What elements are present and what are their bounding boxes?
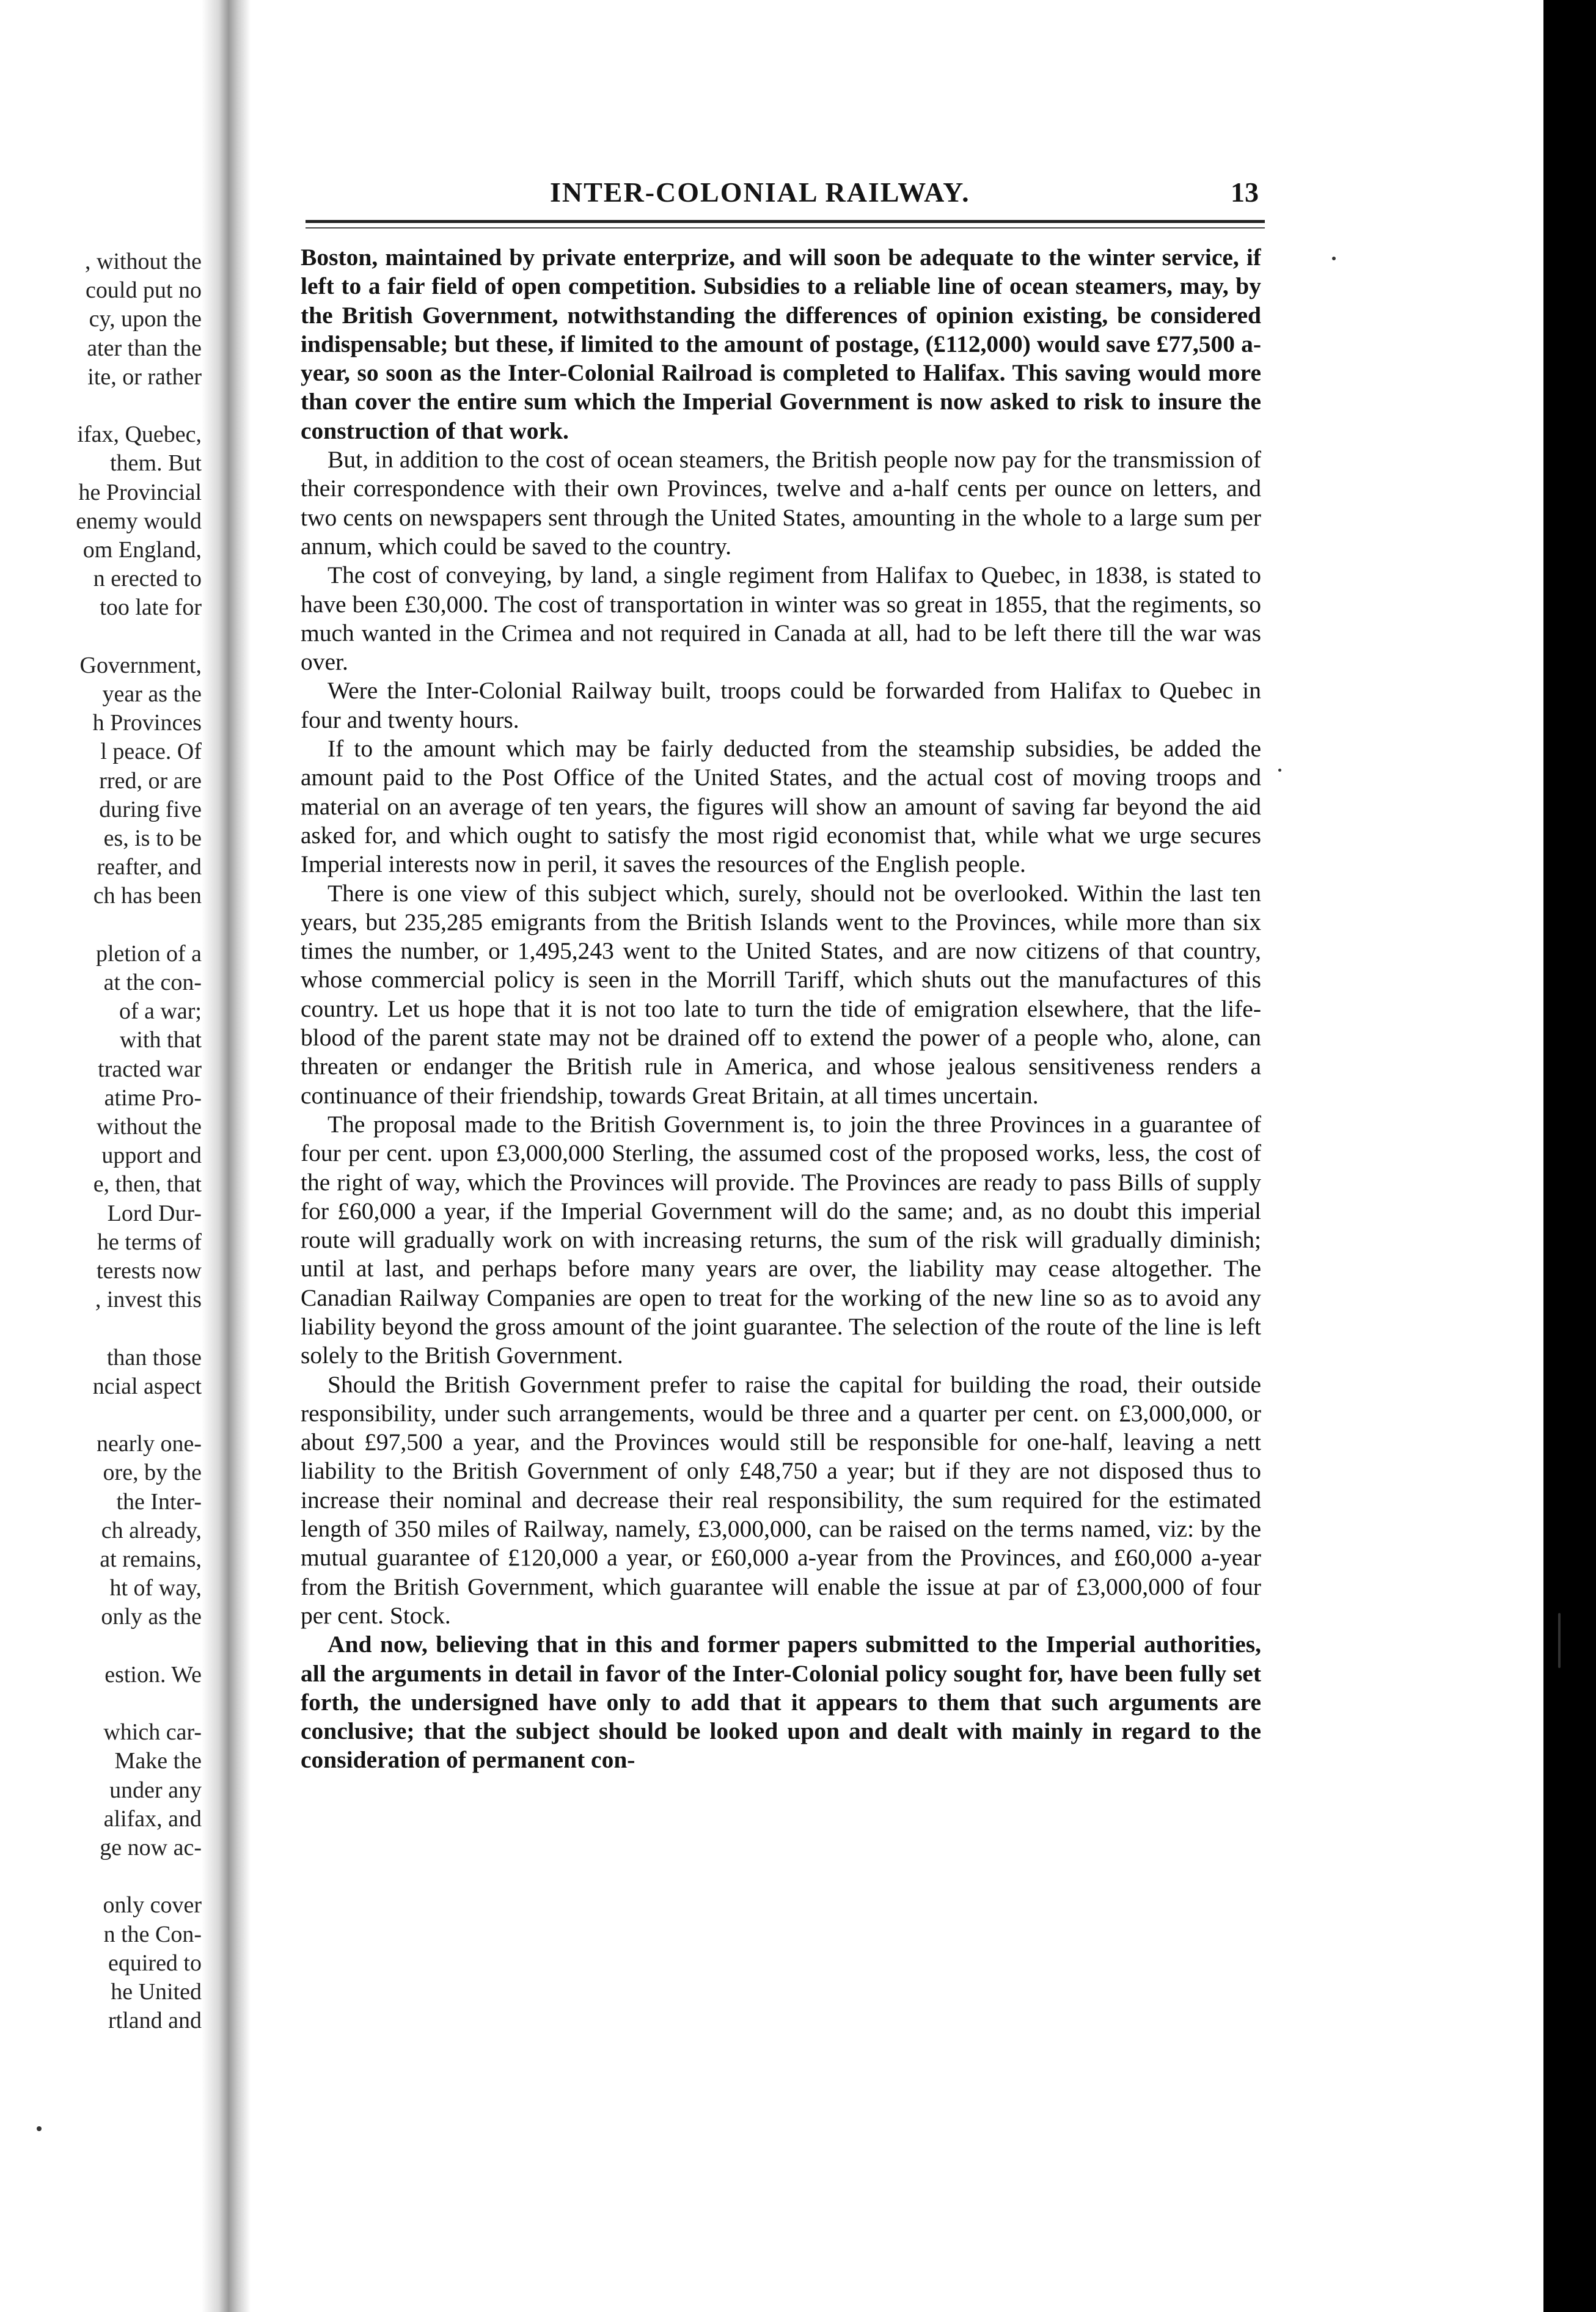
facing-page-line: rred, or are [99, 767, 202, 794]
facing-page-fragment [0, 24, 202, 2163]
page-header [306, 172, 1265, 215]
facing-page-line: es, is to be [103, 825, 202, 851]
facing-page-line: enemy would [76, 508, 202, 534]
ink-speck [37, 2126, 42, 2131]
facing-page-line: them. But [110, 450, 202, 477]
facing-page-line: he United [111, 1979, 202, 2005]
facing-page-line: ch has been [93, 883, 202, 909]
facing-page-line: ge now ac- [100, 1835, 202, 1860]
facing-page-line: which car- [103, 1719, 202, 1746]
facing-page-line: rtland and [108, 2008, 202, 2034]
facing-page-line: could put no [86, 277, 202, 304]
facing-page-line: with that [119, 1027, 202, 1053]
facing-page-line: Lord Dur- [107, 1200, 202, 1226]
facing-page-line: ater than the [87, 335, 202, 361]
facing-page-line: Make the [114, 1748, 202, 1774]
facing-page-line: without the [96, 1114, 202, 1140]
facing-page-line: at remains, [100, 1546, 202, 1572]
scanner-border [1543, 0, 1596, 2312]
ink-speck [1558, 1613, 1561, 1668]
facing-page-line: alifax, and [103, 1805, 202, 1832]
paragraph: And now, believing that in this and former papers submitted to the Imperial authorities, all the arguments in detail in favor of the Inter-Colonial policy sought for, have been fully set forth, the undersigned have only to add that it appears to them that such arguments are conclusive; that the subject should be looked upon and dealt with mainly in regard to the consideration of permanent con- [301, 1631, 1261, 1774]
facing-page-line: cy, upon the [89, 306, 202, 332]
facing-page-line: ch already, [101, 1517, 202, 1543]
paragraph: There is one view of this subject which, surely, should not be overlooked. Within the last ten years, but 235,285 emigrants from the British Islands went to the Provinces, while more than six times the number, or 1,495,243 went to the United States, and are now citizens of that country, whose commercial policy is seen in the Morrill Tariff, which shuts out the manufactures of this country. Let us hope that it is not too late to turn the tide of emigration elsewhere, that the life-blood of the parent state may not be drained off to extend the power of a people who, alone, can threaten or endanger the British rule in America, and whose jealous sensitiveness renders a continuance of their friendship, towards Great Britain, at all times uncertain. [301, 879, 1261, 1109]
facing-page-line: too late for [100, 594, 202, 621]
body-text [301, 243, 1261, 2070]
facing-page-line: at the con- [103, 970, 202, 995]
paragraph: But, in addition to the cost of ocean steamers, the British people now pay for the transmission of their correspondence with their own Provinces, twelve and a-half cents per ounce on letters, and two cents on newspapers sent through the United States, amounting in the whole to a large sum per annum, which could be saved to the country. [301, 446, 1261, 560]
facing-page-line: ht of way, [109, 1575, 202, 1601]
facing-page-line: , without the [84, 249, 202, 274]
running-title: INTER-COLONIAL RAILWAY. [550, 177, 970, 208]
facing-page-line: terests now [96, 1258, 202, 1284]
facing-page-line: Government, [79, 652, 202, 678]
facing-page-line: reafter, and [97, 854, 202, 880]
paragraph: If to the amount which may be fairly deducted from the steamship subsidies, be added the amount paid to the Post Office of the United States, and the actual cost of moving troops and material on an average of ten years, the figures will show an amount of saving far beyond the aid asked for, and which ought to satisfy the most rigid economist that, while what we urge secures Imperial interests now in peril, it saves the resources of the English people. [301, 735, 1261, 878]
binding-gutter [202, 0, 251, 2312]
facing-page-line: he terms of [97, 1229, 202, 1255]
facing-page-line: ifax, Quebec, [77, 422, 202, 448]
paragraph: The proposal made to the British Government is, to join the three Provinces in a guarantee of four per cent. upon £3,000,000 Sterling, the assumed cost of the proposed works, less, the cost of the right of way, which the Provinces will provide. The Provinces are ready to pass Bills of supply for £60,000 a year, if the Imperial Government will do the same; and, as no doubt this imperial route will gradually work on with increasing returns, the sum of the risk will gradually diminish; until at last, and perhaps before many years are over, the liability may cease altogether. The Canadian Railway Companies are open to treat for the working of the new line so as to avoid any liability beyond the gross amount of the joint guarantee. The selection of the route of the line is left solely to the British Government. [301, 1110, 1261, 1369]
facing-page-line: under any [109, 1777, 202, 1803]
facing-page-line: he Provincial [78, 479, 202, 505]
facing-page-line: ite, or rather [87, 364, 202, 390]
header-rule [306, 220, 1265, 223]
facing-page-line: upport and [101, 1143, 202, 1169]
facing-page-line: nearly one- [97, 1431, 202, 1457]
facing-page-line: ncial aspect [92, 1373, 202, 1399]
paragraph: The cost of conveying, by land, a single regiment from Halifax to Quebec, in 1838, is stated to have been £30,000. The cost of transportation in winter was so great in 1855, that the regiments, so much wanted in the Crimea and not required in Canada at all, had to be left there till the war was over. [301, 562, 1261, 676]
facing-page-line: year as the [102, 681, 202, 707]
facing-page-line: om England, [82, 537, 202, 563]
facing-page-line: atime Pro- [104, 1085, 202, 1111]
facing-page-line: , invest this [95, 1287, 202, 1313]
facing-page-line: ore, by the [103, 1460, 202, 1486]
facing-page-line: estion. We [104, 1661, 202, 1688]
paragraph: Boston, maintained by private enterprize, and will soon be adequate to the winter service, if left to a fair field of open competition. Subsidies to a reliable line of ocean steamers, may, by the British Government, notwithstanding the differences of opinion existing, be considered indispensable; but these, if limited to the amount of postage, (£112,000) would save £77,500 a-year, so soon as the Inter-Colonial Railroad is completed to Halifax. This saving would more than cover the entire sum which the Imperial Government is now asked to risk to insure the construction of that work. [301, 244, 1261, 444]
facing-page-line: n erected to [93, 566, 202, 592]
facing-page-line: equired to [108, 1950, 202, 1976]
facing-page-line: l peace. Of [100, 739, 202, 765]
facing-page-line: tracted war [98, 1056, 202, 1082]
facing-page-line: than those [106, 1344, 202, 1370]
paragraph: Were the Inter-Colonial Railway built, troops could be forwarded from Halifax to Quebec in four and twenty hours. [301, 677, 1261, 733]
facing-page-line: of a war; [119, 998, 202, 1025]
header-rule-thin [306, 227, 1265, 229]
facing-page-line: h Provinces [92, 710, 202, 736]
facing-page-line: pletion of a [95, 940, 202, 967]
facing-page-line: the Inter- [116, 1488, 202, 1515]
facing-page-line: during five [99, 796, 202, 822]
facing-page-line: only cover [103, 1892, 202, 1919]
facing-page-line: n the Con- [103, 1921, 202, 1947]
ink-speck [1332, 257, 1336, 260]
paragraph: Should the British Government prefer to raise the capital for building the road, their outside responsibility, under such arrangements, would be three and a quarter per cent. on £3,000,000, or about £97,500 a year, and the Provinces would still be responsible for one-half, leaving a nett liability to the British Government of only £48,750 a year; but if they are not disposed thus to increase their nominal and decrease their real responsibility, the sum required for the estimated length of 350 miles of Railway, namely, £3,000,000, can be raised on the terms named, viz: by the mutual guarantee of £120,000 a year, or £60,000 a-year from the Provinces, and £60,000 a-year from the British Government, which guarantee will enable the issue at par of £3,000,000 of four per cent. Stock. [301, 1370, 1261, 1629]
page-number: 13 [1231, 177, 1259, 208]
facing-page-line: e, then, that [93, 1171, 202, 1198]
facing-page-line: only as the [101, 1604, 202, 1630]
ink-speck [1278, 769, 1281, 772]
